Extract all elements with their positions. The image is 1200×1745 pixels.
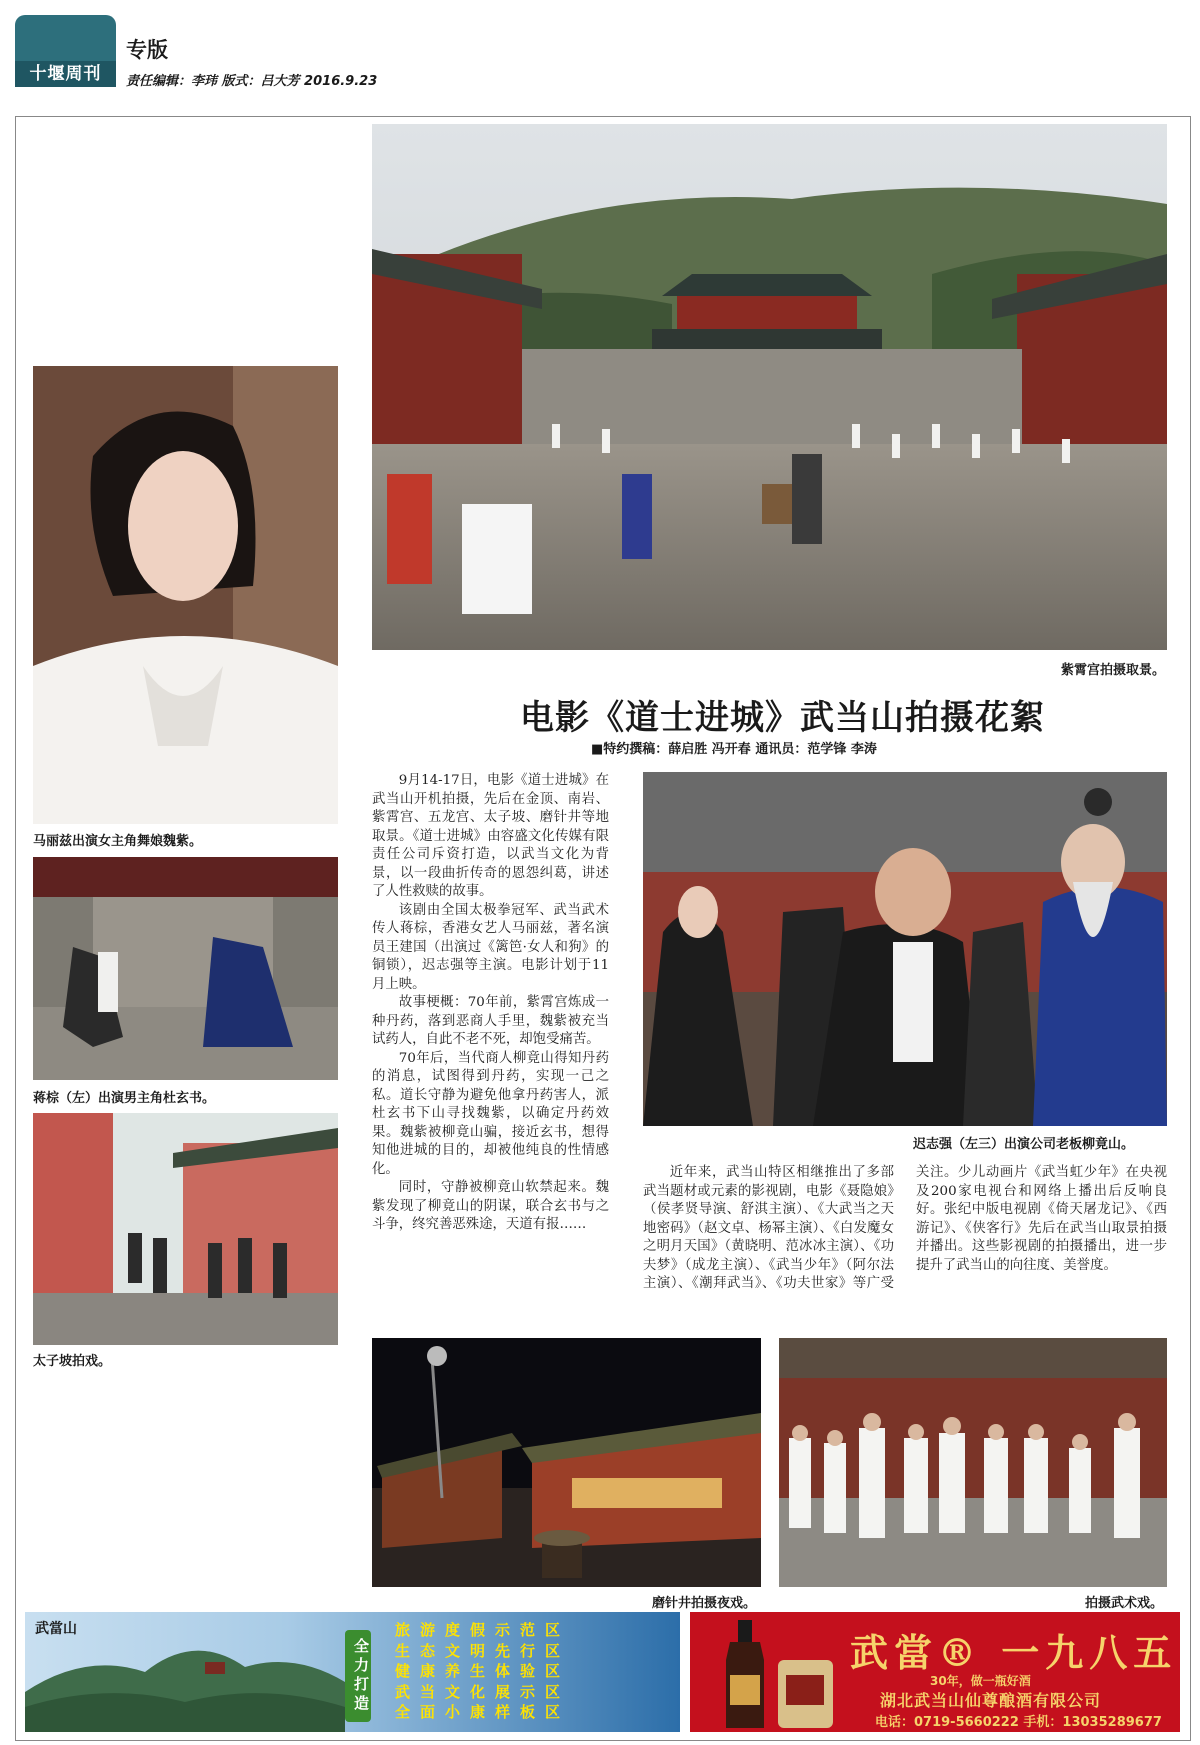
masthead-logo-text: 十堰周刊 — [15, 61, 116, 87]
ad-slogan-list — [395, 1620, 570, 1723]
ad-slogan-line: 健康养生体验区 — [395, 1662, 571, 1680]
ad-contact-phone: 电话：0719-5660222 手机：13035289677 — [875, 1715, 1162, 1730]
article-headline: 电影《道士进城》武当山拍摄花絮 — [520, 698, 1045, 738]
ad-slogan-line: 旅游度假示范区 — [395, 1621, 571, 1639]
article-paragraph: 近年来，武当山特区相继推出了多部武当题材或元素的影视剧，电影《聂隐娘》（侯孝贤导演、舒淇主演）、《大武当之天地密码》（赵文卓、杨幂主演）、《白发魔女之明月天国》（黄晓明、范冰冰主演）、《功夫梦》（成龙主演）、《武当少年》（阿尔法主演）、《潮拜武当》、《功夫世家》等广受关注。少儿动画片《武当虹少年》在央视及200家电视台和网络上播出后反响良好。张纪中版电视剧《倚天屠龙记》、《西游记》、《侠客行》先后在武当山取景拍摄并播出。这些影视剧的拍摄播出，进一步提升了武当山的向往度、美誉度。 — [643, 1165, 1167, 1291]
liquor-ad — [690, 1612, 1180, 1732]
article-paragraph: 70年后，当代商人柳竟山得知丹药的消息，试图得到丹药，实现一己之私。道长守静为避免他拿丹药害人，派杜玄书下山寻找魏紫，以确定丹药效果。魏紫被柳竟山骗，接近玄书，想得知他进城的目的，却被他纯良的性情感化。 — [372, 1050, 609, 1177]
alley-filming-photo — [33, 1113, 338, 1345]
article-paragraph: 同时，守静被柳竟山软禁起来。魏紫发现了柳竟山的阴谋，联合玄书与之斗争，终究善恶殊途，天道有报…… — [372, 1180, 609, 1232]
wudangshan-tourism-ad — [25, 1612, 680, 1732]
article-paragraph: 9月14-17日，电影《道士进城》在武当山开机拍摄，先后在金顶、南岩、紫霄宫、五龙宫、太子坡、磨针井等地取景。《道士进城》由容盛文化传媒有限责任公司斥资打造，以武当文化为背景，以一段曲折传奇的恩怨纠葛，讲述了人性救赎的故事。 — [372, 773, 609, 899]
section-title: 专版 — [126, 38, 168, 62]
caption-actress: 马丽兹出演女主角舞娘魏紫。 — [33, 834, 203, 849]
temple-courtyard-photo — [372, 124, 1167, 650]
article-paragraph: 故事梗概：70年前，紫霄宫炼成一种丹药，落到恶商人手里，魏紫被充当试药人，自此不老不死，却饱受痛苦。 — [372, 995, 609, 1047]
ad-slogan-line: 武当文化展示区 — [395, 1682, 571, 1701]
boss-actor-photo — [643, 772, 1167, 1126]
actress-portrait-photo — [33, 366, 338, 824]
ad-brand-logo: 武當山 — [35, 1621, 77, 1637]
ad-slogan-line: 生态文明先行区 — [395, 1641, 571, 1660]
caption-martial: 拍摄武术戏。 — [1085, 1596, 1164, 1611]
martial-arts-photo — [779, 1338, 1167, 1587]
editor-credits: 责任编辑：李玮 版式：吕大芳 2016.9.23 — [126, 74, 378, 89]
ad-liquor-title: 武當® 一九八五 — [850, 1630, 1178, 1675]
liquor-bottle-illustration — [720, 1620, 840, 1730]
caption-alley: 太子坡拍戏。 — [33, 1354, 112, 1369]
ad-vertical-slogan: 全力打造 — [345, 1630, 371, 1722]
caption-fight: 蒋棕（左）出演男主角杜玄书。 — [33, 1091, 216, 1106]
ad-slogan-line: 全面小康样板区 — [395, 1703, 571, 1721]
caption-top-photo: 紫霄宫拍摄取景。 — [1061, 663, 1166, 678]
masthead-logo — [15, 15, 116, 87]
caption-boss: 迟志强（左三）出演公司老板柳竟山。 — [913, 1137, 1135, 1152]
caption-night: 磨针井拍摄夜戏。 — [652, 1596, 757, 1611]
night-filming-photo — [372, 1338, 761, 1587]
article-byline: ■特约撰稿：薛启胜 冯开春 通讯员：范学锋 李涛 — [591, 742, 877, 757]
article-column-2 — [643, 1164, 1167, 1334]
ad-company-name: 湖北武当山仙尊酿酒有限公司 — [880, 1691, 1102, 1710]
ad-liquor-tagline: 30年，做一瓶好酒 — [930, 1674, 1031, 1688]
fight-scene-photo — [33, 857, 338, 1080]
article-paragraph: 该剧由全国太极拳冠军、武当武术传人蒋棕，香港女艺人马丽兹，著名演员王建国（出演过《篱笆·女人和狗》的铜锁），迟志强等主演。电影计划于11月上映。 — [372, 902, 609, 992]
article-column-1 — [372, 772, 609, 1235]
